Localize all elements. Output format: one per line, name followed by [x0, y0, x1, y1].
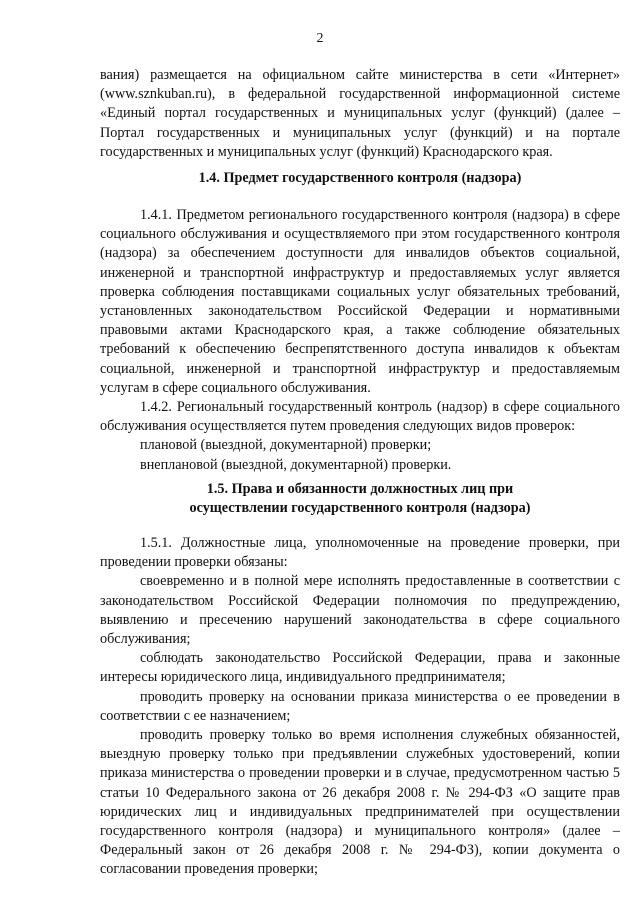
- paragraph-duty-inspect: проводить проверку только во время исполнения служебных обязанностей, выездную проверку только при предъявлении служебных удостоверений, копии приказа министерства о проведении проверки и в случае, предусмотренном частью 5 статьи 10 Федерального закона от 26 декабря 2008 г. № 294-ФЗ «О защите прав юридических лиц и индивидуальных предпринимателей при осуществлении государственного контроля (надзора) и муниципального контроля» (далее – Федеральный закон от 26 декабря 2008 г. № 294-ФЗ), копии документа о согласовании проведения проверки;: [100, 727, 620, 878]
- section-1-5-heading-line2: осуществлении государственного контроля (надзора): [189, 500, 531, 517]
- section-1-5-heading-line1: 1.5. Права и обязанности должностных лиц при: [206, 481, 514, 497]
- paragraph-duty-order: проводить проверку на основании приказа министерства о ее проведении в соответствии с ее назначением;: [100, 688, 620, 724]
- paragraph-1-4-2: 1.4.2. Региональный государственный контроль (надзор) в сфере социального обслуживания осуществляется путем проведения следующих видов проверок:: [100, 399, 620, 435]
- section-1-5-body: [100, 534, 620, 880]
- paragraph-duty-execute: своевременно и в полной мере исполнять предоставленные в соответствии с законодательством Российской Федерации полномочия по предупреждению, выявлению и пресечению нарушений законодательства в сфере социального обслуживания;: [100, 573, 620, 648]
- page-number: 2: [316, 31, 324, 46]
- intro-paragraph: вания) размещается на официальном сайте министерства в сети «Интернет» (www.sznkuban.ru), в федеральной государственной информационной системе «Единый портал государственных и муниципальных услуг (функций) (далее – Портал государственных и муниципальных услуг (функций) и на портале государственных и муниципальных услуг (функций) Краснодарского края.: [100, 67, 620, 160]
- paragraph-duty-comply: соблюдать законодательство Российской Федерации, права и законные интересы юридического лица, индивидуального предпринимателя;: [100, 650, 620, 686]
- section-1-5-heading: [100, 480, 620, 518]
- paragraph-1-5-1: 1.5.1. Должностные лица, уполномоченные на проведение проверки, при проведении проверки обязаны:: [100, 535, 620, 571]
- section-1-4-heading: 1.4. Предмет государственного контроля (надзора): [198, 170, 522, 186]
- list-item-unplanned: внеплановой (выездной, документарной) проверки.: [140, 456, 452, 473]
- list-item-planned: плановой (выездной, документарной) проверки;: [140, 437, 432, 454]
- paragraph-1-4-1: 1.4.1. Предметом регионального государственного контроля (надзора) в сфере социального обслуживания и осуществляемого при этом государственного контроля (надзора) за обеспечением доступности для инвалидов объектов социальной, инженерной и транспортной инфраструктур и предоставляемых услуг является проверка соблюдения поставщиками социальных услуг обязательных требований, установленных законодательством Российской Федерации и нормативными правовыми актами Краснодарского края, а также соблюдение обязательных требований к обеспечению беспрепятственного доступа инвалидов к объектам социальной, инженерной и транспортной инфраструктур и предоставляемым услугам в сфере социального обслуживания.: [100, 207, 620, 396]
- section-1-4-body: [100, 206, 620, 475]
